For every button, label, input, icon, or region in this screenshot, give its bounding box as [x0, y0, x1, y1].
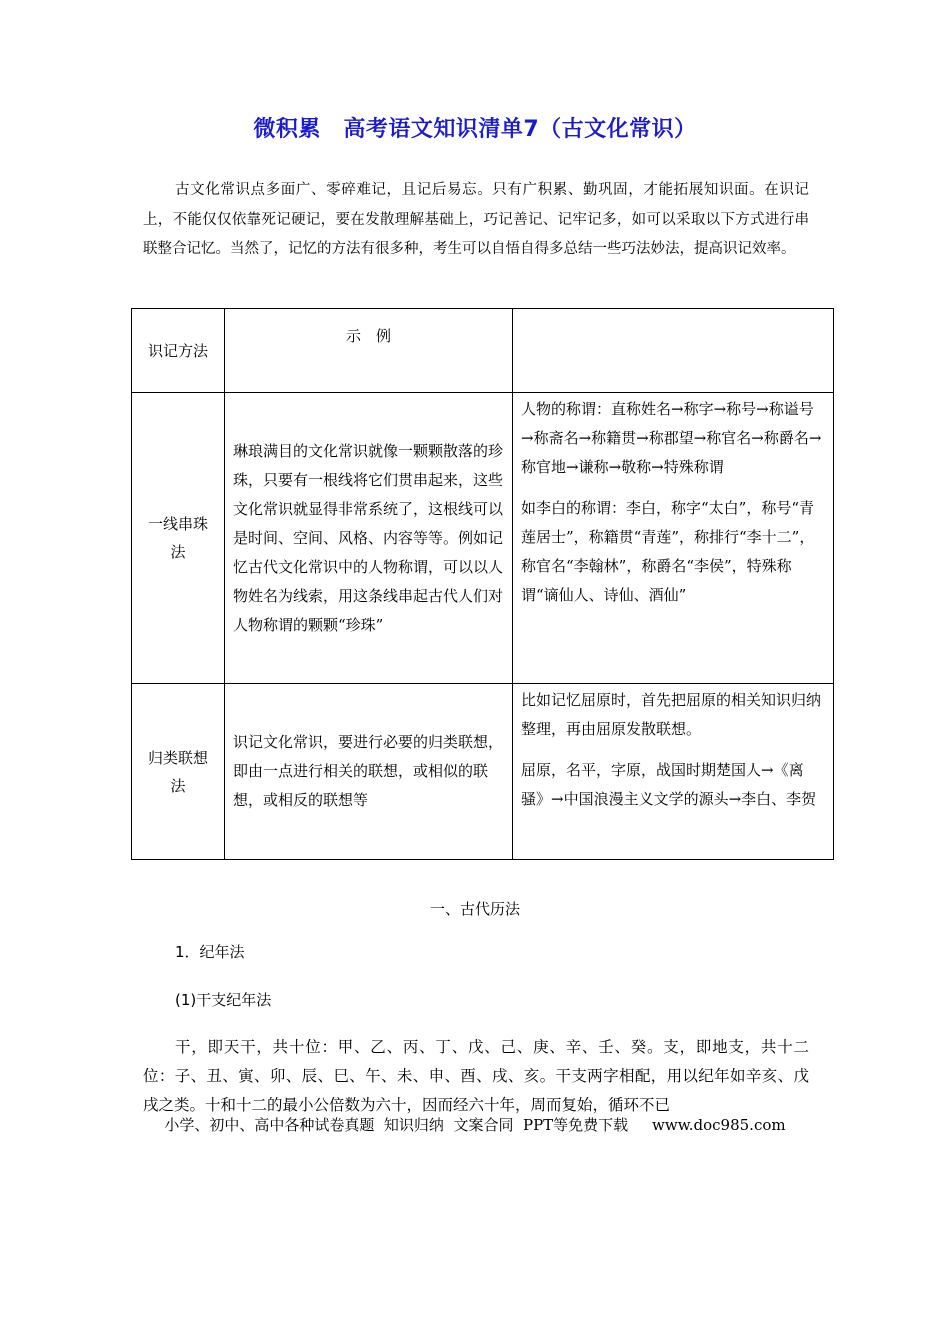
table-header-row	[132, 309, 834, 393]
table-row	[132, 684, 834, 860]
header-example: 示 例	[225, 309, 513, 393]
subsection-heading: (1)干支纪年法	[175, 991, 272, 1009]
memorization-methods-table	[131, 308, 834, 860]
example-line: 比如记忆屈原时，首先把屈原的相关知识归纳整理，再由屈原发散联想。	[521, 691, 822, 738]
example-line: 人物的称谓：直称姓名→称字→称号→称谥号→称斋名→称籍贯→称郡望→称官名→称爵名→称官地→谦称→敬称→特殊称谓	[521, 400, 822, 476]
header-extra	[513, 309, 834, 393]
page-footer: 小学、初中、高中各种试卷真题 知识归纳 文案合同 PPT等免费下载 www.doc985.com	[164, 1116, 786, 1134]
method-name: 一线串珠法	[132, 393, 225, 684]
header-method: 识记方法	[132, 309, 225, 393]
example-line: 屈原，名平，字原，战国时期楚国人→《离骚》→中国浪漫主义文学的源头→李白、李贺	[521, 761, 817, 808]
method-example	[513, 393, 834, 684]
body-paragraph: 干，即天干，共十位：甲、乙、丙、丁、戊、己、庚、辛、壬、癸。支，即地支，共十二位：子、丑、寅、卯、辰、巳、午、未、申、酉、戌、亥。干支两字相配，用以纪年如辛亥、戊戌之类。十和十二的最小公倍数为六十，因而经六十年，周而复始，循环不已	[143, 1038, 809, 1114]
example-line: 如李白的称谓：李白，称字“太白”，称号“青莲居士”，称籍贯“青莲”，称排行“李十二”，称官名“李翰林”，称爵名“李侯”，特殊称谓“谪仙人、诗仙、酒仙”	[521, 499, 815, 604]
method-example	[513, 684, 834, 860]
subsection-heading: 1．纪年法	[175, 943, 245, 961]
document-title: 微积累 高考语文知识清单7（古文化常识）	[253, 117, 697, 142]
table-row	[132, 393, 834, 684]
method-description: 琳琅满目的文化常识就像一颗颗散落的珍珠，只要有一根线将它们贯串起来，这些文化常识就显得非常系统了，这根线可以是时间、空间、风格、内容等等。例如记忆古代文化常识中的人物称谓，可以以人物姓名为线索，用这条线串起古代人们对人物称谓的颗颗“珍珠”	[225, 393, 513, 684]
method-description: 识记文化常识，要进行必要的归类联想，即由一点进行相关的联想，或相似的联想，或相反的联想等	[225, 684, 513, 860]
method-name: 归类联想法	[132, 684, 225, 860]
intro-paragraph: 古文化常识点多面广、零碎难记，且记后易忘。只有广积累、勤巩固，才能拓展知识面。在识记上，不能仅仅依靠死记硬记，要在发散理解基础上，巧记善记、记牢记多，如可以采取以下方式进行串联整合记忆。当然了，记忆的方法有很多种，考生可以自悟自得多总结一些巧法妙法，提高识记效率。	[143, 182, 809, 257]
section-heading: 一、古代历法	[429, 900, 520, 918]
